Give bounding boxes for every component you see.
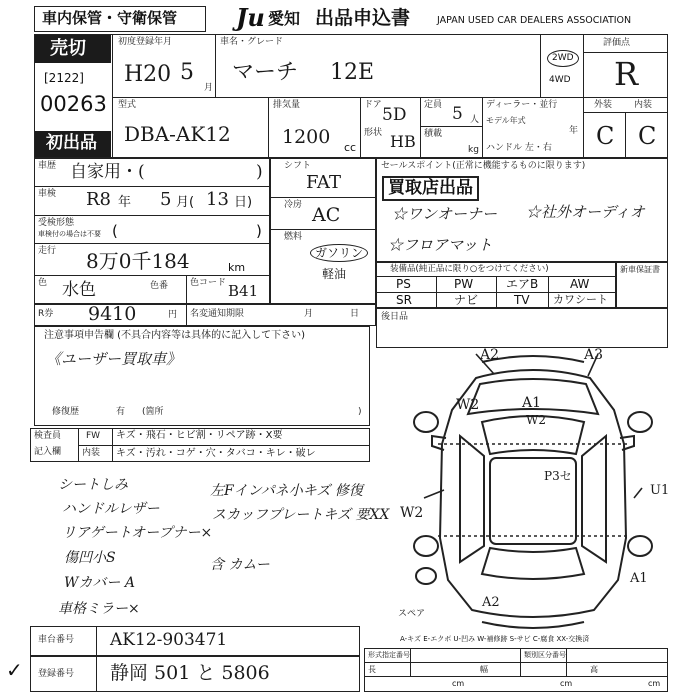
color-value: 水色 bbox=[62, 280, 96, 300]
score-label: 評価点 bbox=[603, 38, 631, 48]
form-number-label: 形式指定番号 bbox=[368, 651, 410, 659]
damage-p3-side: P3セ bbox=[544, 469, 572, 483]
check-mark: ✓ bbox=[6, 658, 23, 682]
fuel-diesel: 軽油 bbox=[322, 267, 347, 281]
notes-label: 注意事項申告欄 (不具合内容等は具体的に記入して下さい) bbox=[44, 330, 305, 341]
exterior-label: 外装 bbox=[594, 100, 613, 110]
registration-label: 登録番号 bbox=[38, 669, 75, 679]
tax-label: 名変通知期限 bbox=[190, 309, 245, 319]
equip-sr: SR bbox=[396, 293, 412, 307]
inspection-year: R8 bbox=[86, 189, 112, 210]
equip-pw: PW bbox=[454, 277, 474, 291]
repair-value: 有 bbox=[116, 407, 126, 417]
equip-airbag: エアB bbox=[506, 277, 539, 291]
interior-score: C bbox=[638, 122, 657, 150]
damage-w2-left-rear: W2 bbox=[400, 505, 424, 521]
recycle-value: 9410 bbox=[88, 303, 137, 325]
remark-7: 左Fインパネ小キズ 修復 bbox=[210, 483, 363, 499]
fw-items: キズ・飛石・ヒビ割・リペア跡・X要 bbox=[116, 430, 283, 441]
interior-items: キズ・汚れ・コゲ・穴・タバコ・キレ・破レ bbox=[116, 448, 316, 459]
receipt-label: 受検形態 bbox=[38, 218, 75, 228]
brand-name: 愛知 bbox=[268, 9, 301, 28]
interior-label: 内装 bbox=[634, 100, 653, 110]
km-unit: km bbox=[228, 261, 246, 274]
equip-seat: カワシート bbox=[553, 293, 608, 306]
name-grade-label: 車名・グレード bbox=[220, 37, 284, 47]
damage-w2-left-front: W2 bbox=[456, 397, 480, 413]
lot-prefix: [2122] bbox=[44, 71, 84, 85]
remark-8: スカッフプレートキズ 要XX bbox=[212, 507, 390, 523]
capacity-value: 5 bbox=[452, 104, 463, 124]
color-code-label: 色コード bbox=[190, 278, 227, 288]
later-items-label: 後日品 bbox=[381, 312, 409, 322]
later-items-block bbox=[376, 308, 668, 348]
damage-a1-roof: A1 bbox=[522, 395, 542, 411]
inspection-label: 車検 bbox=[38, 189, 57, 199]
color-label: 色 bbox=[38, 278, 48, 288]
first-reg-year: H20 bbox=[124, 62, 172, 87]
sales-points-label: セールスポイント(正常に機能するものに限ります) bbox=[381, 161, 586, 171]
chassis-number: AK12-903471 bbox=[110, 630, 228, 650]
capacity-label: 定員 bbox=[424, 100, 443, 110]
chassis-label: 車台番号 bbox=[38, 635, 75, 645]
exterior-score: C bbox=[596, 122, 615, 150]
ac-value: AC bbox=[312, 204, 341, 226]
mileage-value: 8万0千184 bbox=[86, 249, 190, 273]
height-unit: cm bbox=[648, 679, 661, 688]
car-grade: 12E bbox=[330, 60, 375, 85]
equip-ps: PS bbox=[396, 277, 411, 291]
tax-month: 月 bbox=[304, 309, 314, 319]
width-label: 幅 bbox=[480, 665, 488, 674]
displacement-label: 排気量 bbox=[273, 100, 301, 110]
model-value: DBA-AK12 bbox=[124, 122, 231, 146]
sold-label: 売切 bbox=[50, 38, 86, 59]
form-title: 出品申込書 bbox=[315, 7, 411, 29]
equip-aw: AW bbox=[570, 277, 590, 291]
score-value: R bbox=[614, 55, 639, 93]
steering-label: ハンドル 左・右 bbox=[486, 143, 552, 153]
sales-point-1: ☆ワンオーナー bbox=[392, 205, 498, 223]
shift-value: FAT bbox=[306, 172, 341, 193]
damage-a2-front: A2 bbox=[480, 347, 500, 363]
kg-unit: kg bbox=[468, 145, 479, 155]
doors-value: 5D bbox=[382, 105, 407, 125]
buyer-stamp: 買取店出品 bbox=[382, 176, 479, 201]
inspection-year-unit: 年 bbox=[118, 195, 132, 210]
drive-2wd: 2WD bbox=[547, 50, 579, 67]
car-damage-diagram bbox=[398, 348, 668, 630]
fuel-label: 燃料 bbox=[284, 232, 303, 242]
first-reg-month: 5 bbox=[180, 60, 194, 85]
category-number-label: 類別区分番号 bbox=[524, 651, 566, 659]
body-label: 形状 bbox=[364, 128, 383, 138]
storage-label: 車内保管・守衛保管 bbox=[42, 9, 178, 27]
color-no-label: 色番 bbox=[150, 281, 169, 291]
mileage-label: 走行 bbox=[38, 246, 57, 256]
month-unit: 月 bbox=[204, 83, 214, 93]
damage-a2-rear: A2 bbox=[482, 595, 500, 610]
model-year-label: モデル年式 bbox=[486, 116, 526, 125]
history-value: 自家用・( bbox=[70, 162, 145, 182]
damage-a3-front: A3 bbox=[584, 347, 604, 363]
length-label: 長 bbox=[368, 665, 376, 674]
remark-2: ハンドルレザー bbox=[62, 501, 160, 517]
interior-check-label: 内装 bbox=[82, 448, 101, 458]
tax-day: 日 bbox=[350, 309, 360, 319]
height-label: 高 bbox=[590, 665, 598, 674]
remark-3: リアゲートオープナー× bbox=[62, 525, 213, 541]
year-unit: 年 bbox=[569, 126, 579, 136]
brand-logo: Ju bbox=[236, 3, 265, 32]
sales-point-3: ☆フロアマット bbox=[388, 236, 493, 254]
drive-4wd: 4WD bbox=[549, 75, 571, 85]
shift-label: シフト bbox=[284, 161, 312, 171]
equipment-label: 装備品(純正品に限り○をつけてください) bbox=[390, 264, 549, 274]
displacement-value: 1200 bbox=[282, 126, 331, 148]
remark-9: 含 カムー bbox=[210, 557, 270, 573]
fw-label: FW bbox=[86, 431, 101, 441]
color-code-value: B41 bbox=[228, 282, 259, 300]
history-label: 車歴 bbox=[38, 161, 57, 171]
spare-label: スペア bbox=[398, 609, 426, 619]
lot-number: 00263 bbox=[40, 92, 107, 116]
recycle-label: R券 bbox=[38, 309, 54, 319]
damage-a1-rear-right: A1 bbox=[630, 571, 648, 586]
remark-1: シートしみ bbox=[58, 477, 128, 493]
inspection-month-unit: 月( bbox=[176, 195, 195, 210]
first-reg-label: 初度登録年月 bbox=[118, 37, 173, 47]
model-label: 型式 bbox=[118, 100, 137, 110]
doors-label: ドア bbox=[364, 100, 382, 110]
warranty-label: 新車保証書 bbox=[620, 265, 660, 274]
body-value: HB bbox=[390, 132, 416, 151]
ac-label: 冷房 bbox=[284, 200, 303, 210]
capacity-unit: 人 bbox=[470, 115, 480, 125]
equip-navi: ナビ bbox=[454, 293, 479, 307]
inspector-label: 検査員 bbox=[34, 431, 62, 441]
cc-unit: cc bbox=[344, 141, 357, 154]
note-user-buyback: 《ユーザー買取車》 bbox=[46, 350, 182, 368]
damage-u1-right: U1 bbox=[650, 483, 670, 498]
registration-number: 静岡 501 と 5806 bbox=[110, 662, 270, 684]
repair-area: (箇所 bbox=[142, 407, 164, 417]
car-name: マーチ bbox=[232, 60, 299, 85]
entry-label: 記入欄 bbox=[34, 447, 62, 457]
damage-legend: A-キズ E-エクボ U-凹み W-補修跡 S-サビ C-腐食 XX-交換済 bbox=[400, 635, 590, 643]
equip-tv: TV bbox=[514, 293, 530, 307]
repair-label: 修復歴 bbox=[52, 407, 80, 417]
dealer-label: ディーラー・並行 bbox=[486, 100, 558, 110]
inspection-day-unit: 日) bbox=[234, 195, 253, 210]
length-unit: cm bbox=[452, 679, 465, 688]
remark-5: Wカバー A bbox=[64, 575, 135, 591]
sales-point-2: ☆社外オーディオ bbox=[526, 203, 645, 221]
yen-unit: 円 bbox=[168, 310, 178, 320]
first-listing-label: 初出品 bbox=[46, 133, 97, 153]
history-close: ) bbox=[256, 162, 263, 182]
receipt-close: ) bbox=[256, 222, 262, 240]
inspection-month: 5 bbox=[160, 189, 172, 210]
load-label: 積載 bbox=[424, 129, 443, 139]
damage-w2-roof: W2 bbox=[526, 413, 546, 427]
inspection-day: 13 bbox=[206, 189, 229, 210]
fuel-gasoline: ガソリン bbox=[310, 244, 368, 262]
remark-4: 傷凹小S bbox=[64, 550, 116, 566]
receipt-paren: ( bbox=[112, 222, 118, 240]
notes-block bbox=[34, 326, 370, 426]
remark-6: 車格ミラー× bbox=[58, 601, 140, 617]
repair-close: ) bbox=[358, 407, 362, 417]
receipt-note: 車検付の場合は不要 bbox=[38, 230, 101, 238]
association-name: JAPAN USED CAR DEALERS ASSOCIATION bbox=[437, 15, 632, 26]
width-unit: cm bbox=[560, 679, 573, 688]
